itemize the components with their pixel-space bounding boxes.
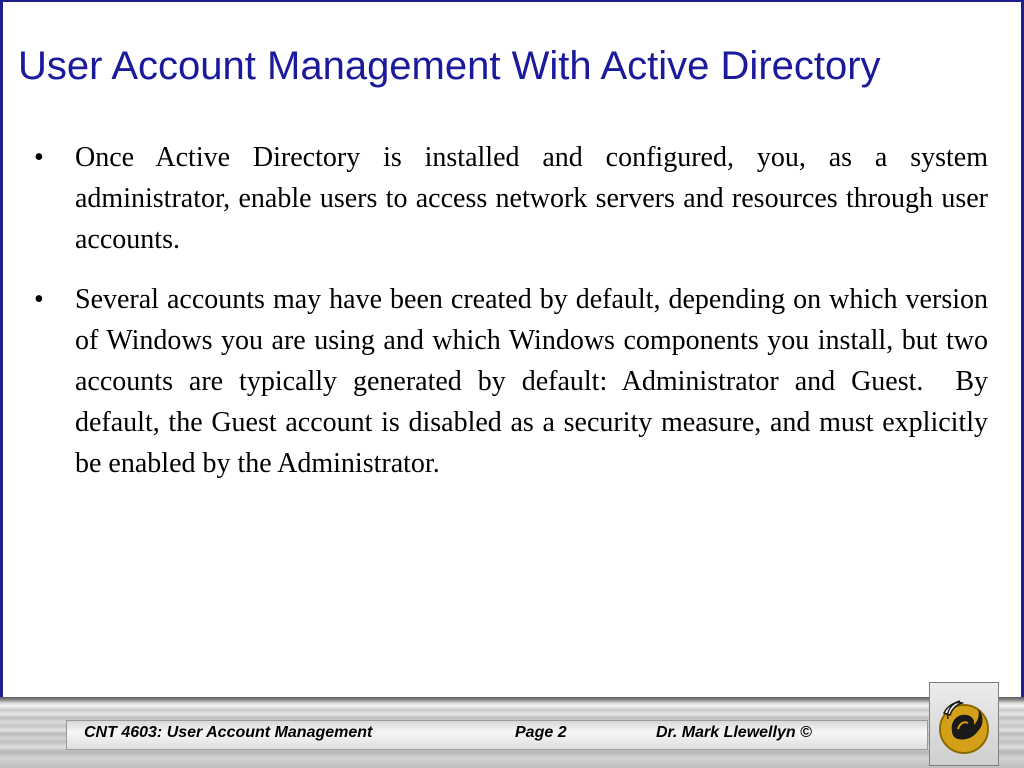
bullet-list [34, 137, 995, 503]
bullet-text: Once Active Directory is installed and configured, you, as a system administrator, enable users to access network servers and resources through user accounts. [75, 142, 995, 255]
footer-author: Dr. Mark Llewellyn © [656, 724, 812, 741]
footer-course: CNT 4603: User Account Management [84, 724, 373, 741]
bullet-text: Several accounts may have been created by default, depending on which version of Windows you are using and which Windows components you install, but two accounts are typically generated by default: Administrator and Guest. By default, the Guest account is disabled as a security measure, and must explicitly be enabled by the Administrator. [75, 284, 995, 479]
bullet-icon: • [34, 142, 44, 173]
bullet-item [34, 137, 995, 260]
bullet-item [34, 279, 995, 484]
slide-title: User Account Management With Active Directory [18, 44, 881, 88]
pegasus-icon [934, 691, 994, 757]
bullet-icon: • [34, 284, 44, 315]
ucf-pegasus-logo-icon [929, 682, 999, 766]
footer-page-number: Page 2 [515, 724, 567, 741]
